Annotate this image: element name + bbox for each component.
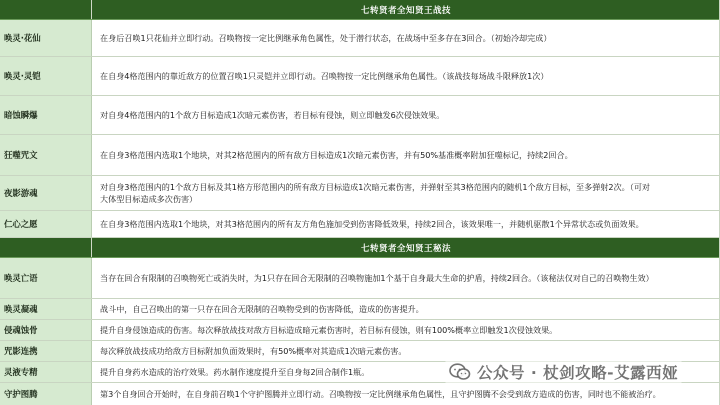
skill-name: 狂噬咒文 (0, 135, 92, 175)
skill-name: 侵魂蚀骨 (0, 320, 92, 340)
skill-description: 在自身3格范围内选取1个地块，对其2格范围内的所有敌方目标造成1次暗元素伤害，并有50%基准概率附加狂噬标记，持续2回合。 (100, 149, 573, 160)
table-row (0, 383, 720, 405)
skill-description: 提升自身药水造成的治疗效果。药水制作速度提升至自身每2回合制作1瓶。 (100, 366, 370, 377)
table-row (0, 211, 720, 238)
skill-description: 在身后召唤1只花仙并立即行动。召唤物按一定比例继承角色属性，处于潜行状态，在战场中至多存在3回合。（初始冷却完成） (100, 32, 552, 43)
skill-name: 唤灵·花仙 (0, 20, 92, 56)
skill-description: 在自身3格范围内选取1个地块，对其3格范围内的所有友方角色施加受到伤害降低效果，持续2回合，该效果唯一，并随机驱散1个异常状态或负面效果。 (100, 218, 644, 229)
table-row (0, 299, 720, 320)
skill-description (92, 176, 720, 210)
table-row (0, 57, 720, 96)
section-header-secret-arts (0, 238, 720, 258)
skill-name: 咒影连携 (0, 341, 92, 361)
skill-description-line: 大体型目标造成多次伤害） (100, 194, 198, 204)
skill-description-line: 对自身3格范围内的1个敌方目标及其1格方形范围内的所有敌方目标造成1次暗元素伤害，并弹射至其3格范围内的随机1个敌方目标，至多弹射2次。（可对 (100, 181, 651, 192)
wechat-icon (449, 363, 471, 381)
skill-description: 战斗中，自己召唤出的第一只存在回合无限制的召唤物受到的伤害降低，造成的伤害提升。 (100, 303, 424, 314)
skill-description: 第3个自身回合开始时，在自身前召唤1个守护图腾并立即行动。召唤物按一定比例继承角色属性，且守护图腾不会受到敌方造成的伤害，同时也不能被治疗。 (100, 388, 661, 399)
skill-name: 唤灵凝魂 (0, 299, 92, 319)
header-left-cell (0, 238, 92, 257)
skill-description: 当存在回合有限制的召唤物死亡或消失时，为1只存在回合无限制的召唤物施加1个基于自身最大生命的护盾，持续2回合。（该秘法仅对自己的召唤物生效） (100, 272, 654, 283)
skill-name: 仁心之愿 (0, 211, 92, 237)
table-row (0, 320, 720, 341)
table-row (0, 258, 720, 299)
skill-name: 暗蚀瞬爆 (0, 96, 92, 134)
skill-name: 唤灵亡语 (0, 258, 92, 298)
table-row (0, 176, 720, 211)
table-row (0, 96, 720, 135)
section-title: 七转贤者全知贤王秘法 (92, 238, 720, 257)
watermark (445, 360, 682, 384)
table-row (0, 135, 720, 176)
skill-description: 每次释放战技成功给敌方目标附加负面效果时，有50%概率对其造成1次暗元素伤害。 (100, 345, 407, 356)
table-row (0, 341, 720, 362)
skill-name: 唤灵·灵铠 (0, 57, 92, 95)
skill-name: 灵液专精 (0, 362, 92, 382)
skill-description: 在自身4格范围内的靠近敌方的位置召唤1只灵铠并立即行动。召唤物按一定比例继承角色属性。（该战技每场战斗限释放1次） (100, 70, 549, 81)
skill-name: 夜影游魂 (0, 176, 92, 210)
section-title: 七转贤者全知贤王战技 (92, 0, 720, 19)
watermark-text: 公众号 · 杖剑攻略-艾露西娅 (477, 364, 679, 382)
skill-description: 提升自身侵蚀造成的伤害。每次释放战技对敌方目标造成暗元素伤害时，若目标有侵蚀，则有100%概率立即触发1次侵蚀效果。 (100, 324, 558, 335)
skill-description: 对自身4格范围内的1个敌方目标造成1次暗元素伤害，若目标有侵蚀，则立即触发6次侵蚀效果。 (100, 109, 445, 120)
header-left-cell (0, 0, 92, 19)
section-header-battle-skills (0, 0, 720, 20)
table-row (0, 20, 720, 57)
skill-name: 守护图腾 (0, 383, 92, 405)
